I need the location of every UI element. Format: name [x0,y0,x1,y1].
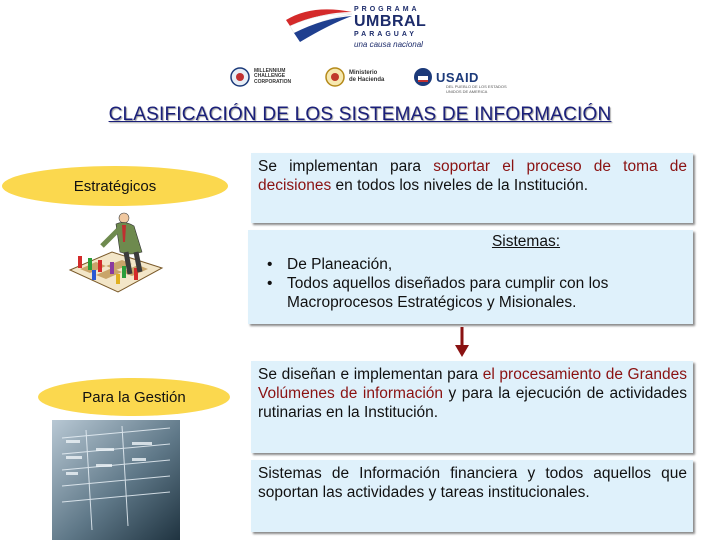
systems-list [255,255,687,312]
ministerio-hacienda-logo [325,66,384,88]
box3-post: y para la ejecución de actividades rutinarias en la Institución. [258,385,687,421]
hacienda-seal-icon [325,67,345,87]
mcc-logo-text: MILLENNIUM CHALLENGE CORPORATION [254,67,292,85]
logo-tagline: una causa nacional [354,40,423,49]
hacienda-logo-text: Ministerio de Hacienda [349,70,385,83]
logo-line-paraguay: PARAGUAY [354,31,417,38]
mcc-logo [230,66,291,88]
estrategicos-description [251,153,693,223]
paraguay-flag-icon [282,6,356,48]
down-arrow-icon [453,327,471,357]
list-item: • De Planeación, [255,255,687,274]
mcc-seal-icon [230,67,250,87]
logo-line-programa: PROGRAMA [354,6,420,13]
category-label: Estratégicos [73,177,157,195]
category-para-la-gestion [38,378,230,416]
gestion-systems-text [251,460,693,532]
box3-pre: Se diseñan e implementan para [258,366,483,383]
box1-pre: Se implementan para [258,158,434,175]
box1-post: en todos los niveles de la Institución. [331,177,589,194]
estrategicos-systems-list [248,230,693,324]
usaid-subtext: DEL PUEBLO DE LOS ESTADOS UNIDOS DE AMERICA [446,84,507,94]
gestion-description [251,361,693,453]
category-label: Para la Gestión [82,388,186,406]
list-item: • Todos aquellos diseñados para cumplir con los Macroprocesos Estratégicos y Misionales. [255,274,687,312]
systems-heading: Sistemas: [491,233,561,250]
logo-line-umbral: UMBRAL [354,13,427,30]
spreadsheet-photo [52,420,180,540]
box1-highlight: soportar el proceso de toma de decisiones [258,158,688,194]
usaid-wordmark: USAID [436,69,479,85]
chess-player-illustration [66,212,166,294]
page-title: CLASIFICACIÓN DE LOS SISTEMAS DE INFORMACIÓN [108,104,612,125]
usaid-seal-icon [413,67,433,87]
category-estrategicos [2,166,228,206]
box3-highlight: el procesamiento de Grandes Volúmenes de información [258,366,688,402]
box4-text: Sistemas de Información financiera y todos aquellos que soportan las actividades y tareas institucionales. [258,465,687,501]
programa-umbral-logo [282,6,442,48]
